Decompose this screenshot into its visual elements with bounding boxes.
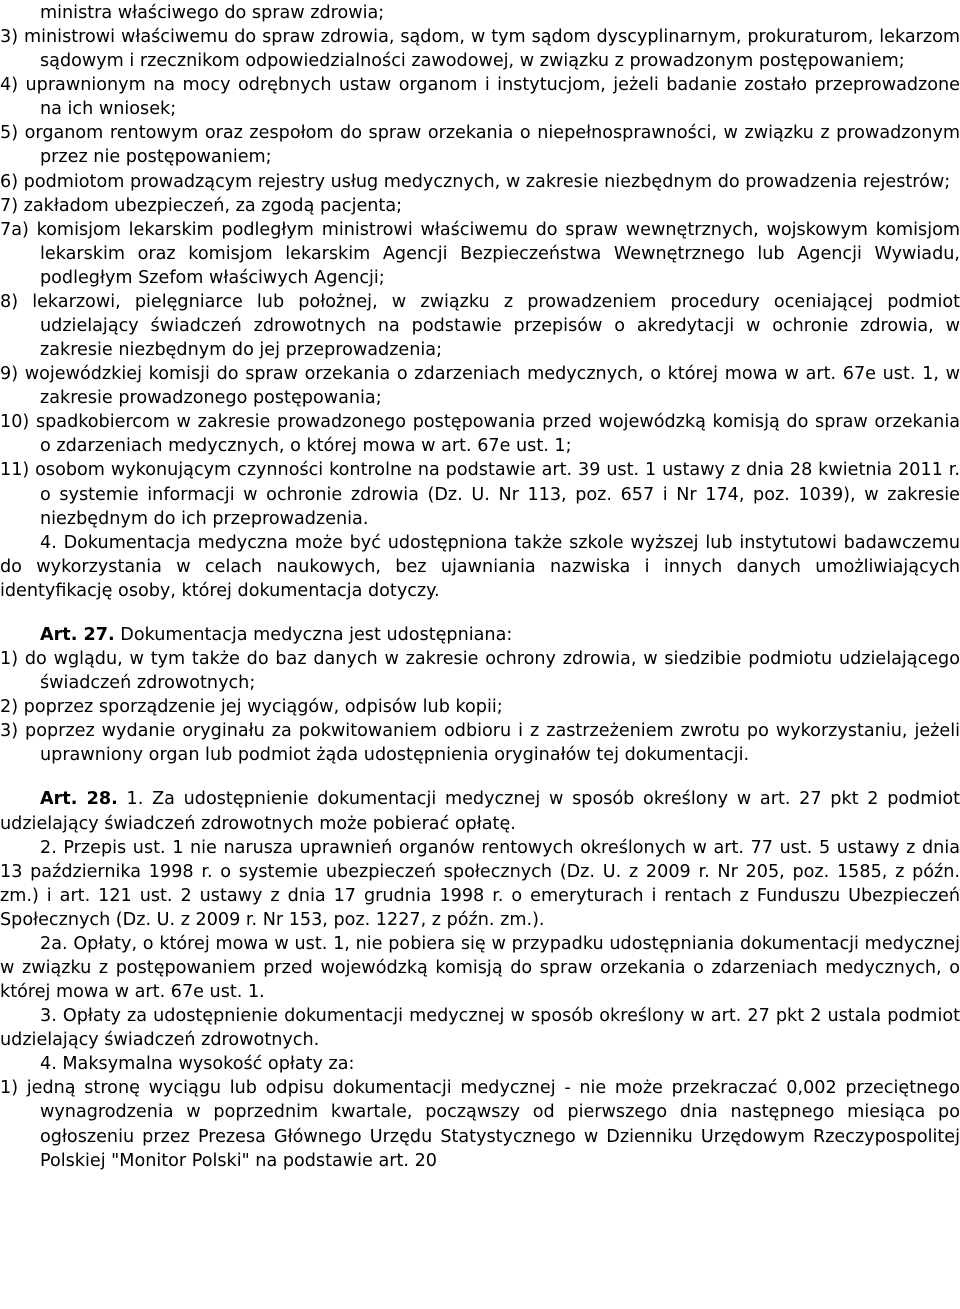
item-text: poprzez wydanie oryginału za pokwitowaniem odbioru i z zastrzeżeniem zwrotu po wykorzystaniu, jeżeli uprawniony organ lub podmiot żąda udostępnienia oryginałów tej dokumentacji. xyxy=(25,721,960,766)
continuation-line: ministra właściwego do spraw zdrowia; xyxy=(40,3,385,23)
list-item xyxy=(0,1076,960,1172)
item-number: 10) xyxy=(0,412,30,433)
item-text: podmiotom prowadzącym rejestry usług medycznych, w zakresie niezbędnym do prowadzenia rejestrów; xyxy=(23,171,951,192)
item-text: wojewódzkiej komisji do spraw orzekania o zdarzeniach medycznych, o której mowa w art. 67e ust. 1, w zakresie prowadzonego postępowania; xyxy=(24,364,960,409)
article-28 xyxy=(0,787,960,1172)
list-item xyxy=(0,194,960,218)
list-item xyxy=(0,695,960,719)
item-number: 5) xyxy=(0,123,19,144)
item-text: do wglądu, w tym także do baz danych w zakresie ochrony zdrowia, w siedzibie podmiotu udzielającego świadczeń zdrowotnych; xyxy=(24,649,960,694)
article-paragraph-4: 4. Maksymalna wysokość opłaty za: xyxy=(40,1054,355,1075)
item-number: 1) xyxy=(0,1078,19,1099)
article-paragraph-3: 3. Opłaty za udostępnienie dokumentacji medycznej w sposób określony w art. 27 pkt 2 ustala podmiot udzielający świadczeń zdrowotnych. xyxy=(0,1006,960,1051)
item-text: lekarzowi, pielęgniarce lub położnej, w związku z prowadzeniem procedury oceniającej podmiot udzielający świadczeń zdrowotnych na podstawie przepisów o akredytacji w ochronie zdrowia, w zakresie niezbędnym do jej przeprowadzenia; xyxy=(32,291,960,361)
list-item xyxy=(0,25,960,73)
article-27 xyxy=(0,623,960,767)
item-number: 4) xyxy=(0,75,19,96)
article-paragraph-2a: 2a. Opłaty, o której mowa w ust. 1, nie pobiera się w przypadku udostępniania dokumentacji medycznej w związku z postępowaniem przed wojewódzką komisją do spraw orzekania o zdarzeniach medycznych, o której mowa w art. 67e ust. 1. xyxy=(0,933,960,1003)
item-text: osobom wykonującym czynności kontrolne na podstawie art. 39 ust. 1 ustawy z dnia 28 kwietnia 2011 r. o systemie informacji w ochronie zdrowia (Dz. U. Nr 113, poz. 657 i Nr 174, poz. 1039), w zakresie niezbędnym do ich przeprowadzenia. xyxy=(35,460,960,529)
item-number: 8) xyxy=(0,291,19,312)
item-text: jedną stronę wyciągu lub odpisu dokumentacji medycznej - nie może przekraczać 0,002 przeciętnego wynagrodzenia w poprzednim kwartale, począwszy od pierwszego dnia następnego miesiąca po ogłoszeniu przez Prezesa Głównego Urzędu Statystycznego w Dzienniku Urzędowym Rzeczypospolitej Polskiej "Monitor Polski" na podstawie art. 20 xyxy=(26,1078,960,1171)
item-number: 9) xyxy=(0,364,19,385)
article-paragraph-2: 2. Przepis ust. 1 nie narusza uprawnień organów rentowych określonych w art. 77 ust. 5 ustawy z dnia 13 października 1998 r. o systemie ubezpieczeń społecznych (Dz. U. z 2009 r. Nr 205, poz. 1585, z późn. zm.) i art. 121 ust. 2 ustawy z dnia 17 grudnia 1998 r. o emeryturach i rentach z Funduszu Ubezpieczeń Społecznych (Dz. U. z 2009 r. Nr 153, poz. 1227, z późn. zm.). xyxy=(0,837,960,930)
article-28-heading xyxy=(0,787,960,835)
article-paragraph-1: 1. Za udostępnienie dokumentacji medycznej w sposób określony w art. 27 pkt 2 podmiot udzielający świadczeń zdrowotnych może pobierać opłatę. xyxy=(0,789,960,834)
item-text: poprzez sporządzenie jej wyciągów, odpisów lub kopii; xyxy=(23,697,503,718)
item-number: 3) xyxy=(0,27,19,48)
item-number: 6) xyxy=(0,171,19,192)
list-item xyxy=(0,647,960,695)
item-number: 7) xyxy=(0,195,19,216)
paragraph-4: 4. Dokumentacja medyczna może być udostępniona także szkole wyższej lub instytutowi badawczemu do wykorzystania w celach naukowych, bez ujawniania nazwiska i innych danych umożliwiających identyfikację osoby, której dokumentacja dotyczy. xyxy=(0,532,960,601)
item-number: 2) xyxy=(0,697,19,718)
list-item xyxy=(0,170,960,194)
item-text: uprawnionym na mocy odrębnych ustaw organom i instytucjom, jeżeli badanie zostało przeprowadzone na ich wniosek; xyxy=(25,75,960,120)
article-label: Art. 28. xyxy=(40,789,118,810)
item-text: komisjom lekarskim podległym ministrowi właściwemu do spraw wewnętrznych, wojskowym komisjom lekarskim oraz komisjom lekarskim Agencji Bezpieczeństwa Wewnętrznego lub Agencji Wywiadu, podległym Szefom właściwych Agencji; xyxy=(36,219,960,288)
article-27-heading xyxy=(0,623,960,647)
list-item xyxy=(0,719,960,767)
list-item xyxy=(0,458,960,530)
list-item xyxy=(0,362,960,410)
item-number: 3) xyxy=(0,721,19,742)
list-item xyxy=(0,290,960,362)
item-number: 11) xyxy=(0,460,30,481)
list-item xyxy=(0,410,960,458)
article-intro: Dokumentacja medyczna jest udostępniana: xyxy=(114,624,513,645)
list-item xyxy=(0,73,960,121)
item-text: ministrowi właściwemu do spraw zdrowia, sądom, w tym sądom dyscyplinarnym, prokuraturom, lekarzom sądowym i rzecznikom odpowiedzialności zawodowej, w związku z prowadzonym postępowaniem; xyxy=(24,27,960,72)
item-text: organom rentowym oraz zespołom do spraw orzekania o niepełnosprawności, w związku z prowadzonym przez nie postępowaniem; xyxy=(24,123,960,168)
item-text: spadkobiercom w zakresie prowadzonego postępowania przed wojewódzką komisją do spraw orzekania o zdarzeniach medycznych, o której mowa w art. 67e ust. 1; xyxy=(35,412,960,457)
article-label: Art. 27. xyxy=(40,624,115,645)
item-number: 1) xyxy=(0,649,19,670)
list-item xyxy=(0,121,960,169)
item-number: 7a) xyxy=(0,219,29,240)
item-text: zakładom ubezpieczeń, za zgodą pacjenta; xyxy=(23,195,403,216)
list-item xyxy=(0,218,960,290)
recipients-list xyxy=(0,25,960,531)
